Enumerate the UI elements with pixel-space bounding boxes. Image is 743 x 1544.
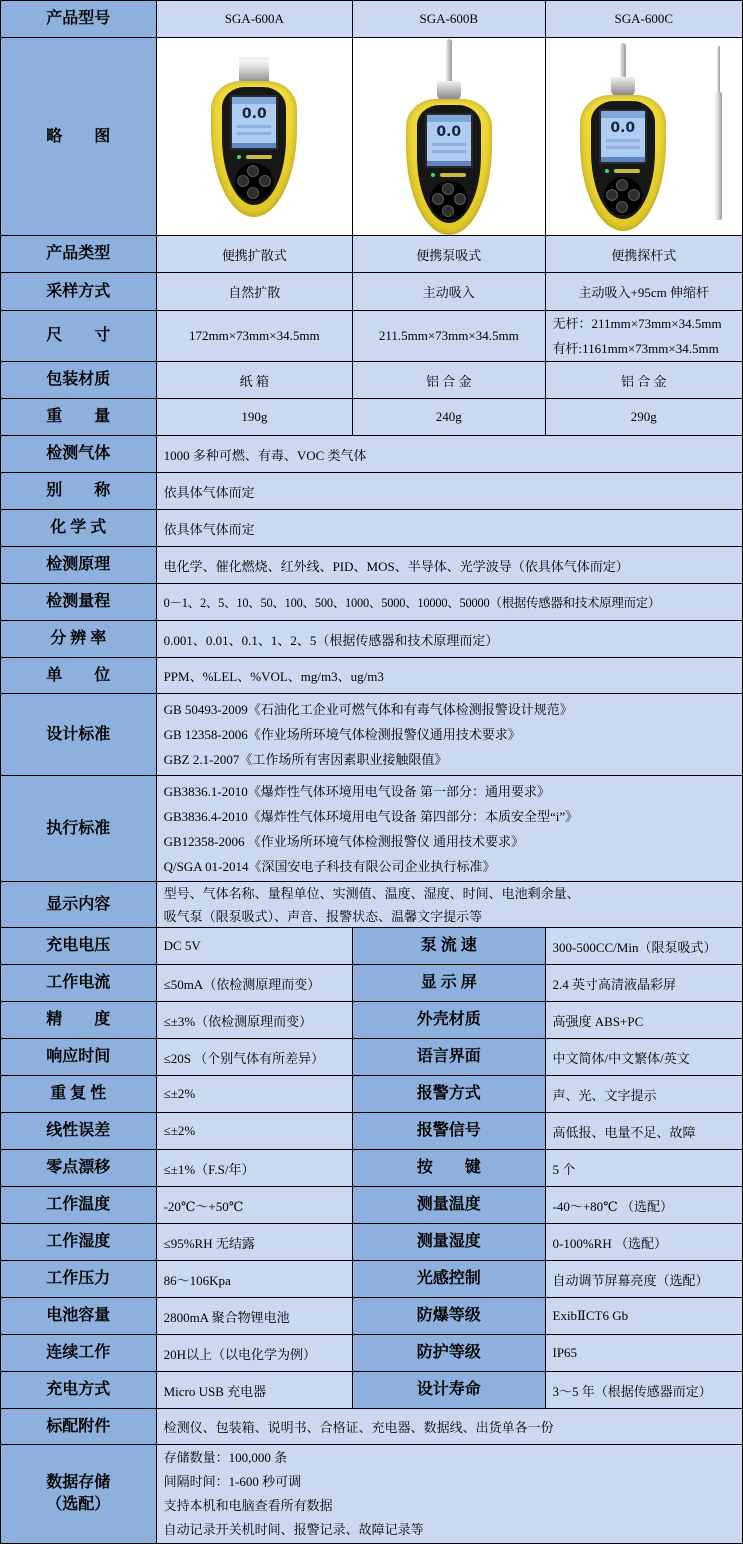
row-paired [1, 1113, 742, 1150]
storage-line: 存储数量：100,000 条 [163, 1450, 288, 1465]
spec-value: 依具体气体而定 [157, 510, 742, 546]
spec-value: 0.001、0.01、0.1、1、2、5（根据传感器和技术原理而定） [157, 621, 742, 657]
row-exec-standards [1, 776, 742, 882]
spec-label: 工作电流 [1, 965, 157, 1001]
button-cluster [604, 177, 642, 215]
spec-label: 测量温度 [353, 1187, 545, 1223]
device-key-icon [432, 193, 444, 205]
spec-value: ≤±2% [157, 1113, 353, 1149]
row-units [1, 658, 742, 694]
brand-mark [246, 155, 272, 159]
spec-label: 工作压力 [1, 1261, 157, 1297]
spec-value: 铝 合 金 [353, 362, 545, 398]
spec-value: Micro USB 充电器 [157, 1372, 353, 1408]
status-led [605, 169, 609, 173]
storage-line: 自动记录开关机时间、报警记录、故障记录等 [163, 1522, 424, 1537]
spec-label: 按 键 [353, 1150, 545, 1186]
model-name-a: SGA-600A [157, 1, 353, 37]
spec-label: 工作湿度 [1, 1224, 157, 1260]
screen-reading: 0.0 [610, 119, 636, 136]
row-paired [1, 1372, 742, 1409]
spec-label: 别 称 [1, 473, 157, 509]
device-key-icon [606, 189, 618, 201]
display-line: 吸气泵（限泵吸式）、声音、报警状态、温馨文字提示等 [163, 908, 483, 924]
standard-line: GB3836.4-2010《爆炸性气体环境用电气设备 第四部分：本质安全型“i”》 [163, 808, 579, 824]
standard-line: Q/SGA 01-2014《深国安电子科技有限公司企业执行标准》 [163, 858, 496, 874]
spec-value: -20℃～+50℃ [157, 1187, 353, 1223]
row-accessories [1, 1409, 742, 1445]
device-key-icon [616, 179, 628, 191]
screen-statusbar [232, 97, 276, 104]
pump-probe [620, 43, 626, 77]
spec-label: 充电电压 [1, 928, 157, 964]
row-paired [1, 1002, 742, 1039]
row-principle [1, 547, 742, 584]
screen-bottombar [427, 161, 471, 166]
product-image-c [546, 38, 742, 235]
row-paired [1, 928, 742, 965]
spec-value: 2.4 英寸高清液晶彩屏 [546, 965, 742, 1001]
spec-value: -40～+80℃ （选配） [546, 1187, 742, 1223]
spec-value: 铝 合 金 [546, 362, 742, 398]
spec-value: 便携扩散式 [157, 236, 353, 272]
probe-collar [611, 77, 635, 97]
spec-label: 重 复 性 [1, 1076, 157, 1112]
telescopic-rod [715, 46, 722, 220]
device-body [406, 99, 492, 235]
spec-value: 240g [353, 399, 545, 435]
button-cluster [430, 181, 468, 219]
spec-label: 外壳材质 [353, 1002, 545, 1038]
screen-line [606, 146, 640, 149]
status-led [237, 155, 241, 159]
pump-probe [446, 39, 452, 81]
spec-label: 检测气体 [1, 436, 157, 472]
spec-value [157, 882, 742, 927]
row-range [1, 584, 742, 621]
spec-label: 报警方式 [353, 1076, 545, 1112]
spec-value: 纸 箱 [157, 362, 353, 398]
spec-label: 采样方式 [1, 273, 157, 310]
spec-label: 包装材质 [1, 362, 157, 398]
spec-value [157, 694, 742, 775]
spec-value: 电化学、催化燃烧、红外线、PID、MOS、半导体、光学波导（依具体气体而定） [157, 547, 742, 583]
model-name-b: SGA-600B [353, 1, 545, 37]
screen-reading: 0.0 [241, 105, 267, 122]
spec-label: 检测量程 [1, 584, 157, 620]
spec-value: ≤50mA（依检测原理而变） [157, 965, 353, 1001]
device-key-icon [454, 193, 466, 205]
spec-value: ≤±1%（F.S/年） [157, 1150, 353, 1186]
storage-label-line: 数据存储 [46, 1474, 111, 1492]
device-illustration-b [406, 39, 492, 235]
row-paired [1, 1261, 742, 1298]
spec-value: 中文简体/中文繁体/英文 [546, 1039, 742, 1075]
spec-value: ExibⅡCT6 Gb [546, 1298, 742, 1334]
spec-label [1, 1445, 157, 1543]
row-sketch [1, 38, 742, 236]
device-screen [599, 109, 647, 164]
row-model [1, 1, 742, 38]
spec-value: ≤95%RH 无结露 [157, 1224, 353, 1260]
row-resolution [1, 621, 742, 658]
spec-label: 单 位 [1, 658, 157, 693]
spec-value: 300-500CC/Min（限泵吸式） [546, 928, 742, 964]
spec-label: 电池容量 [1, 1298, 157, 1334]
spec-label: 工作温度 [1, 1187, 157, 1223]
screen-reading: 0.0 [436, 123, 462, 140]
row-formula [1, 510, 742, 547]
spec-label: 测量湿度 [353, 1224, 545, 1260]
screen-statusbar [427, 115, 471, 122]
spec-value: 172mm×73mm×34.5mm [157, 311, 353, 361]
spec-value: 高强度 ABS+PC [546, 1002, 742, 1038]
screen-line [432, 150, 466, 153]
spec-value: 高低报、电量不足、故障 [546, 1113, 742, 1149]
screen-bottombar [601, 157, 645, 162]
device-body [580, 95, 666, 231]
storage-label-line: （选配） [46, 1496, 111, 1513]
device-key-icon [247, 187, 259, 199]
brand-mark [614, 169, 640, 173]
row-paired [1, 1150, 742, 1187]
spec-value: 211.5mm×73mm×34.5mm [353, 311, 545, 361]
sketch-row-label: 略 图 [1, 38, 157, 235]
model-name-c: SGA-600C [546, 1, 742, 37]
product-image-a [157, 38, 353, 235]
spec-label: 设计标准 [1, 694, 157, 775]
spec-label: 线性误差 [1, 1113, 157, 1149]
row-packing [1, 362, 742, 399]
spec-value: 2800mA 聚合物锂电池 [157, 1298, 353, 1334]
row-paired [1, 1039, 742, 1076]
screen-bottombar [232, 143, 276, 148]
device-key-icon [628, 189, 640, 201]
device-panel [222, 87, 286, 205]
row-paired [1, 1298, 742, 1335]
spec-label: 零点漂移 [1, 1150, 157, 1186]
row-display-content [1, 882, 742, 928]
spec-value [546, 311, 743, 361]
spec-value: 检测仪、包装箱、说明书、合格证、充电器、数据线、出货单各一份 [157, 1409, 742, 1444]
spec-label: 显示内容 [1, 882, 157, 927]
row-design-standards [1, 694, 742, 776]
spec-label: 精 度 [1, 1002, 157, 1038]
row-paired [1, 965, 742, 1002]
brand-mark [440, 173, 466, 177]
spec-value: 3～5 年（根据传感器而定） [546, 1372, 742, 1408]
spec-label: 显 示 屏 [353, 965, 545, 1001]
row-gases [1, 436, 742, 473]
spec-label: 尺 寸 [1, 311, 157, 361]
device-illustration-c [580, 43, 666, 231]
spec-label: 泵 流 速 [353, 928, 545, 964]
row-paired [1, 1335, 742, 1372]
storage-line: 间隔时间：1-600 秒可调 [163, 1474, 302, 1489]
spec-value: 便携探杆式 [546, 236, 742, 272]
probe-collar [437, 81, 461, 101]
screen-line [606, 139, 640, 142]
sensor-cap [239, 57, 269, 83]
spec-label: 充电方式 [1, 1372, 157, 1408]
standard-line: GB12358-2006 《作业场所环境气体检测报警仪 通用技术要求》 [163, 833, 524, 849]
spec-value: 20H以上（以电化学为例） [157, 1335, 353, 1371]
spec-value: 主动吸入+95cm 伸缩杆 [546, 273, 742, 310]
device-key-icon [259, 175, 271, 187]
spec-label: 产品类型 [1, 236, 157, 272]
dimension-line: 无杆：211mm×73mm×34.5mm [552, 316, 722, 331]
spec-value: ≤±3%（依检测原理而变） [157, 1002, 353, 1038]
spec-value: 自动调节屏幕亮度（选配） [546, 1261, 742, 1297]
spec-label: 设计寿命 [353, 1372, 545, 1408]
row-sampling [1, 273, 742, 311]
product-image-b [353, 38, 545, 235]
spec-value: 0－1、2、5、10、50、100、500、1000、5000、10000、50000（根据传感器和技术原理而定） [157, 584, 742, 620]
display-line: 型号、气体名称、量程单位、实测值、温度、湿度、时间、电池剩余量、 [163, 885, 580, 901]
device-screen [425, 113, 473, 168]
spec-label: 执行标准 [1, 776, 157, 881]
spec-label: 重 量 [1, 399, 157, 435]
spec-value: 190g [157, 399, 353, 435]
device-panel [417, 105, 481, 223]
model-row-label: 产品型号 [1, 1, 157, 37]
status-led [431, 173, 435, 177]
spec-value: 1000 多种可燃、有毒、VOC 类气体 [157, 436, 742, 472]
row-weight [1, 399, 742, 436]
device-body [211, 81, 297, 217]
spec-value: DC 5V [157, 928, 353, 964]
device-key-icon [442, 183, 454, 195]
standard-line: GB3836.1-2010《爆炸性气体环境用电气设备 第一部分：通用要求》 [163, 783, 550, 799]
rod-tip [717, 46, 720, 92]
row-dimensions [1, 311, 742, 362]
standard-line: GBZ 2.1-2007《工作场所有害因素职业接触限值》 [163, 752, 448, 767]
row-alias [1, 473, 742, 510]
spec-value: 86～106Kpa [157, 1261, 353, 1297]
screen-line [432, 143, 466, 146]
spec-label: 防爆等级 [353, 1298, 545, 1334]
screen-line [237, 132, 271, 135]
screen-line [237, 125, 271, 128]
spec-value [157, 776, 742, 881]
spec-label: 响应时间 [1, 1039, 157, 1075]
spec-value: 依具体气体而定 [157, 473, 742, 509]
spec-value: 自然扩散 [157, 273, 353, 310]
screen-statusbar [601, 111, 645, 118]
device-key-icon [616, 201, 628, 213]
button-cluster [235, 163, 273, 201]
spec-label: 标配附件 [1, 1409, 157, 1444]
spec-value: 声、光、文字提示 [546, 1076, 742, 1112]
spec-value: 主动吸入 [353, 273, 545, 310]
row-data-storage [1, 1445, 742, 1543]
spec-value: PPM、%LEL、%VOL、mg/m3、ug/m3 [157, 658, 742, 693]
spec-label: 报警信号 [353, 1113, 545, 1149]
device-key-icon [247, 165, 259, 177]
spec-label: 连续工作 [1, 1335, 157, 1371]
spec-value: 0-100%RH （选配） [546, 1224, 742, 1260]
spec-label: 检测原理 [1, 547, 157, 583]
spec-label: 化 学 式 [1, 510, 157, 546]
row-paired [1, 1076, 742, 1113]
device-key-icon [237, 175, 249, 187]
device-panel [591, 101, 655, 219]
device-screen [230, 95, 278, 150]
spec-value: 5 个 [546, 1150, 742, 1186]
device-illustration-a [211, 57, 297, 217]
storage-line: 支持本机和电脑查看所有数据 [163, 1498, 333, 1513]
spec-label: 防护等级 [353, 1335, 545, 1371]
standard-line: GB 12358-2006《作业场所环境气体检测报警仪通用技术要求》 [163, 727, 521, 742]
spec-value: 290g [546, 399, 742, 435]
standard-line: GB 50493-2009《石油化工企业可燃气体和有毒气体检测报警设计规范》 [163, 702, 573, 717]
spec-value: 便携泵吸式 [353, 236, 545, 272]
dimension-line: 有杆:1161mm×73mm×34.5mm [552, 341, 719, 356]
row-paired [1, 1187, 742, 1224]
row-product-type [1, 236, 742, 273]
device-key-icon [442, 205, 454, 217]
spec-label: 分 辨 率 [1, 621, 157, 657]
spec-value [157, 1445, 742, 1543]
spec-value: ≤20S （个别气体有所差异） [157, 1039, 353, 1075]
rod-shaft [715, 92, 722, 220]
spec-label: 语言界面 [353, 1039, 545, 1075]
spec-value: ≤±2% [157, 1076, 353, 1112]
spec-label: 光感控制 [353, 1261, 545, 1297]
row-paired [1, 1224, 742, 1261]
spec-value: IP65 [546, 1335, 742, 1371]
